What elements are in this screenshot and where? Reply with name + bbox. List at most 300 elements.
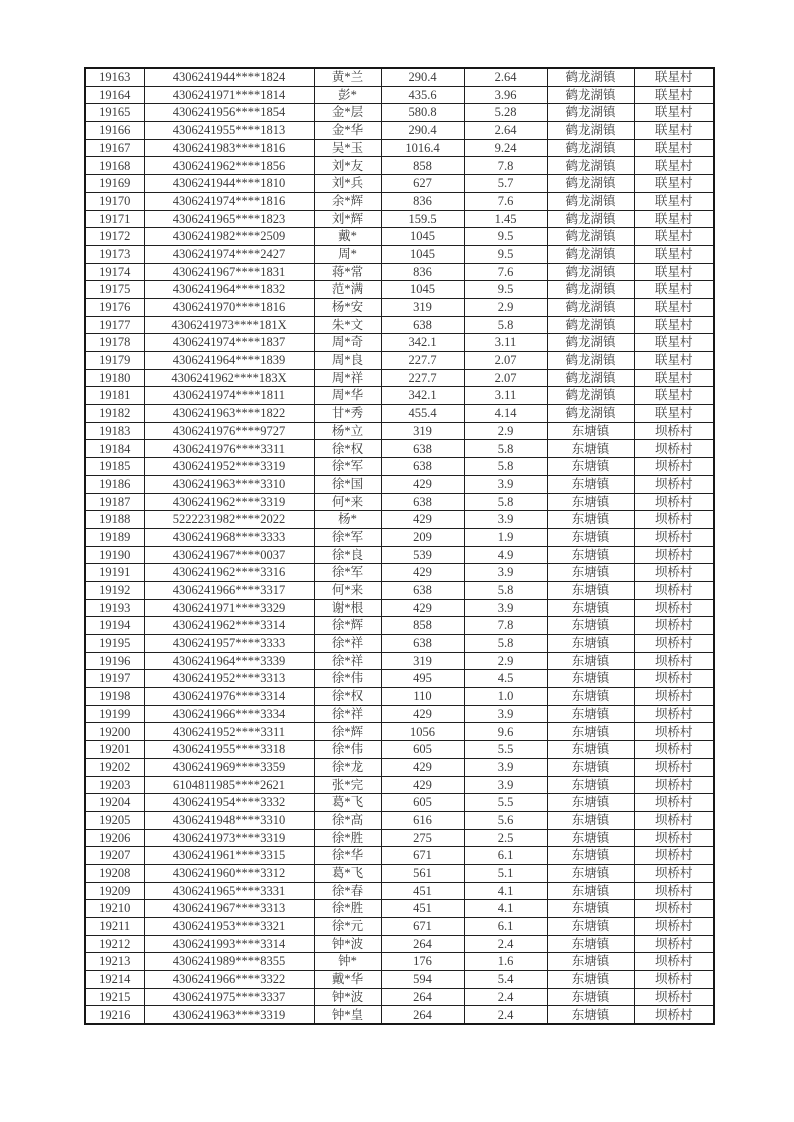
- table-cell-village: 坝桥村: [634, 971, 714, 989]
- table-cell-name_masked: 杨*立: [314, 422, 381, 440]
- table-cell-quantity: 2.9: [464, 652, 547, 670]
- table-cell-village: 坝桥村: [634, 635, 714, 653]
- table-cell-village: 坝桥村: [634, 918, 714, 936]
- table-cell-id_masked: 4306241969****3359: [144, 758, 314, 776]
- table-cell-town: 东塘镇: [547, 564, 634, 582]
- table-cell-id_masked: 4306241983****1816: [144, 139, 314, 157]
- table-cell-village: 坝桥村: [634, 741, 714, 759]
- table-cell-village: 坝桥村: [634, 1006, 714, 1024]
- table-cell-village: 联星村: [634, 387, 714, 405]
- table-cell-quantity: 2.4: [464, 1006, 547, 1024]
- table-cell-quantity: 2.9: [464, 298, 547, 316]
- table-cell-quantity: 9.5: [464, 245, 547, 263]
- table-row: [85, 652, 714, 670]
- table-cell-quantity: 7.8: [464, 157, 547, 175]
- table-cell-amount: 264: [381, 988, 464, 1006]
- table-cell-town: 东塘镇: [547, 688, 634, 706]
- table-cell-row_no: 19208: [85, 864, 144, 882]
- table-cell-quantity: 7.6: [464, 192, 547, 210]
- table-cell-village: 坝桥村: [634, 935, 714, 953]
- table-cell-town: 鹤龙湖镇: [547, 68, 634, 86]
- table-cell-id_masked: 4306241962****3314: [144, 617, 314, 635]
- table-cell-id_masked: 4306241973****3319: [144, 829, 314, 847]
- table-cell-name_masked: 彭*: [314, 86, 381, 104]
- table-cell-amount: 1045: [381, 245, 464, 263]
- table-row: [85, 546, 714, 564]
- table-cell-quantity: 5.8: [464, 440, 547, 458]
- table-cell-name_masked: 何*来: [314, 493, 381, 511]
- table-cell-amount: 159.5: [381, 210, 464, 228]
- table-cell-name_masked: 朱*文: [314, 316, 381, 334]
- table-cell-name_masked: 周*华: [314, 387, 381, 405]
- table-cell-village: 联星村: [634, 157, 714, 175]
- table-cell-name_masked: 余*辉: [314, 192, 381, 210]
- table-cell-quantity: 9.24: [464, 139, 547, 157]
- table-cell-town: 鹤龙湖镇: [547, 175, 634, 193]
- table-cell-row_no: 19190: [85, 546, 144, 564]
- table-cell-town: 东塘镇: [547, 829, 634, 847]
- table-cell-town: 东塘镇: [547, 953, 634, 971]
- table-cell-village: 联星村: [634, 139, 714, 157]
- table-cell-town: 东塘镇: [547, 528, 634, 546]
- table-cell-village: 坝桥村: [634, 776, 714, 794]
- table-cell-row_no: 19209: [85, 882, 144, 900]
- table-cell-quantity: 7.6: [464, 263, 547, 281]
- table-cell-quantity: 1.6: [464, 953, 547, 971]
- table-cell-quantity: 9.5: [464, 281, 547, 299]
- table-cell-row_no: 19180: [85, 369, 144, 387]
- table-cell-id_masked: 4306241963****3310: [144, 475, 314, 493]
- table-row: [85, 900, 714, 918]
- table-cell-row_no: 19177: [85, 316, 144, 334]
- table-cell-town: 鹤龙湖镇: [547, 352, 634, 370]
- table-row: [85, 104, 714, 122]
- table-cell-id_masked: 4306241975****3337: [144, 988, 314, 1006]
- table-cell-id_masked: 4306241974****1811: [144, 387, 314, 405]
- table-cell-amount: 290.4: [381, 122, 464, 140]
- table-cell-name_masked: 杨*: [314, 511, 381, 529]
- table-cell-town: 东塘镇: [547, 546, 634, 564]
- table-cell-name_masked: 吴*玉: [314, 139, 381, 157]
- table-cell-town: 鹤龙湖镇: [547, 281, 634, 299]
- table-row: [85, 705, 714, 723]
- table-cell-row_no: 19196: [85, 652, 144, 670]
- table-cell-row_no: 19215: [85, 988, 144, 1006]
- table-cell-name_masked: 徐*祥: [314, 705, 381, 723]
- table-cell-name_masked: 徐*伟: [314, 741, 381, 759]
- table-cell-name_masked: 钟*波: [314, 935, 381, 953]
- table-cell-row_no: 19211: [85, 918, 144, 936]
- table-cell-name_masked: 钟*皇: [314, 1006, 381, 1024]
- table-cell-name_masked: 徐*胜: [314, 829, 381, 847]
- table-cell-name_masked: 葛*飞: [314, 864, 381, 882]
- table-cell-row_no: 19181: [85, 387, 144, 405]
- table-cell-village: 坝桥村: [634, 475, 714, 493]
- table-cell-quantity: 4.5: [464, 670, 547, 688]
- table-row: [85, 175, 714, 193]
- table-cell-quantity: 5.8: [464, 493, 547, 511]
- table-cell-name_masked: 周*祥: [314, 369, 381, 387]
- table-cell-quantity: 3.11: [464, 387, 547, 405]
- table-row: [85, 298, 714, 316]
- table-cell-village: 坝桥村: [634, 723, 714, 741]
- table-cell-amount: 429: [381, 511, 464, 529]
- table-cell-name_masked: 周*奇: [314, 334, 381, 352]
- table-cell-id_masked: 4306241967****1831: [144, 263, 314, 281]
- table-cell-town: 鹤龙湖镇: [547, 387, 634, 405]
- table-cell-id_masked: 4306241955****1813: [144, 122, 314, 140]
- table-row: [85, 935, 714, 953]
- table-cell-id_masked: 4306241966****3317: [144, 581, 314, 599]
- table-cell-name_masked: 钟*: [314, 953, 381, 971]
- table-cell-name_masked: 张*完: [314, 776, 381, 794]
- table-cell-row_no: 19178: [85, 334, 144, 352]
- table-row: [85, 918, 714, 936]
- table-cell-amount: 227.7: [381, 369, 464, 387]
- table-cell-id_masked: 4306241989****8355: [144, 953, 314, 971]
- table-cell-amount: 429: [381, 599, 464, 617]
- table-cell-town: 鹤龙湖镇: [547, 157, 634, 175]
- table-cell-id_masked: 4306241966****3334: [144, 705, 314, 723]
- table-cell-row_no: 19166: [85, 122, 144, 140]
- table-cell-row_no: 19192: [85, 581, 144, 599]
- table-cell-town: 东塘镇: [547, 741, 634, 759]
- table-cell-town: 鹤龙湖镇: [547, 210, 634, 228]
- table-cell-name_masked: 刘*兵: [314, 175, 381, 193]
- table-cell-id_masked: 4306241971****1814: [144, 86, 314, 104]
- table-cell-row_no: 19173: [85, 245, 144, 263]
- table-row: [85, 263, 714, 281]
- table-cell-quantity: 5.8: [464, 316, 547, 334]
- table-cell-village: 坝桥村: [634, 847, 714, 865]
- table-cell-town: 鹤龙湖镇: [547, 334, 634, 352]
- table-cell-town: 东塘镇: [547, 705, 634, 723]
- table-row: [85, 847, 714, 865]
- table-row: [85, 971, 714, 989]
- table-cell-id_masked: 4306241952****3319: [144, 458, 314, 476]
- table-cell-id_masked: 4306241976****9727: [144, 422, 314, 440]
- table-cell-row_no: 19179: [85, 352, 144, 370]
- table-cell-village: 坝桥村: [634, 652, 714, 670]
- table-cell-id_masked: 4306241961****3315: [144, 847, 314, 865]
- table-cell-quantity: 6.1: [464, 918, 547, 936]
- table-cell-name_masked: 徐*胜: [314, 900, 381, 918]
- table-cell-quantity: 4.9: [464, 546, 547, 564]
- table-row: [85, 245, 714, 263]
- table-cell-village: 坝桥村: [634, 864, 714, 882]
- table-cell-town: 鹤龙湖镇: [547, 228, 634, 246]
- table-cell-village: 坝桥村: [634, 794, 714, 812]
- table-row: [85, 988, 714, 1006]
- table-cell-id_masked: 4306241956****1854: [144, 104, 314, 122]
- table-cell-id_masked: 4306241993****3314: [144, 935, 314, 953]
- table-cell-name_masked: 徐*春: [314, 882, 381, 900]
- table-cell-name_masked: 戴*华: [314, 971, 381, 989]
- table-cell-quantity: 4.1: [464, 900, 547, 918]
- table-cell-amount: 858: [381, 157, 464, 175]
- table-cell-name_masked: 徐*军: [314, 458, 381, 476]
- table-row: [85, 458, 714, 476]
- table-cell-name_masked: 徐*权: [314, 440, 381, 458]
- table-cell-village: 联星村: [634, 122, 714, 140]
- table-cell-quantity: 7.8: [464, 617, 547, 635]
- table-cell-amount: 209: [381, 528, 464, 546]
- table-row: [85, 68, 714, 86]
- table-cell-village: 坝桥村: [634, 829, 714, 847]
- table-cell-quantity: 3.9: [464, 564, 547, 582]
- table-body: [85, 68, 714, 1024]
- table-cell-amount: 580.8: [381, 104, 464, 122]
- table-cell-amount: 836: [381, 192, 464, 210]
- table-cell-id_masked: 4306241962****3316: [144, 564, 314, 582]
- table-cell-quantity: 2.4: [464, 935, 547, 953]
- table-cell-village: 联星村: [634, 298, 714, 316]
- table-cell-row_no: 19174: [85, 263, 144, 281]
- table-cell-village: 坝桥村: [634, 581, 714, 599]
- table-cell-village: 坝桥村: [634, 617, 714, 635]
- table-cell-quantity: 4.1: [464, 882, 547, 900]
- table-cell-quantity: 2.5: [464, 829, 547, 847]
- table-cell-row_no: 19164: [85, 86, 144, 104]
- table-cell-town: 鹤龙湖镇: [547, 369, 634, 387]
- table-cell-name_masked: 周*良: [314, 352, 381, 370]
- table-cell-village: 坝桥村: [634, 440, 714, 458]
- table-cell-amount: 616: [381, 811, 464, 829]
- table-cell-id_masked: 4306241962****3319: [144, 493, 314, 511]
- table-cell-village: 联星村: [634, 352, 714, 370]
- table-cell-row_no: 19172: [85, 228, 144, 246]
- table-cell-quantity: 5.8: [464, 458, 547, 476]
- table-cell-town: 东塘镇: [547, 811, 634, 829]
- table-cell-id_masked: 4306241955****3318: [144, 741, 314, 759]
- table-cell-row_no: 19176: [85, 298, 144, 316]
- table-cell-village: 坝桥村: [634, 882, 714, 900]
- table-cell-id_masked: 4306241965****1823: [144, 210, 314, 228]
- table-cell-row_no: 19198: [85, 688, 144, 706]
- table-cell-village: 联星村: [634, 334, 714, 352]
- data-table: [84, 67, 715, 1025]
- table-cell-id_masked: 4306241952****3313: [144, 670, 314, 688]
- table-cell-village: 联星村: [634, 192, 714, 210]
- table-cell-name_masked: 金*华: [314, 122, 381, 140]
- table-cell-quantity: 9.5: [464, 228, 547, 246]
- table-row: [85, 688, 714, 706]
- table-cell-row_no: 19194: [85, 617, 144, 635]
- table-cell-name_masked: 钟*波: [314, 988, 381, 1006]
- table-row: [85, 776, 714, 794]
- table-cell-name_masked: 徐*祥: [314, 635, 381, 653]
- table-cell-town: 东塘镇: [547, 847, 634, 865]
- table-cell-town: 东塘镇: [547, 652, 634, 670]
- table-cell-row_no: 19202: [85, 758, 144, 776]
- table-cell-row_no: 19168: [85, 157, 144, 175]
- table-cell-name_masked: 徐*良: [314, 546, 381, 564]
- table-cell-quantity: 3.9: [464, 475, 547, 493]
- table-cell-village: 联星村: [634, 210, 714, 228]
- table-cell-quantity: 5.28: [464, 104, 547, 122]
- table-cell-row_no: 19206: [85, 829, 144, 847]
- table-cell-quantity: 3.9: [464, 758, 547, 776]
- table-cell-row_no: 19188: [85, 511, 144, 529]
- table-cell-quantity: 2.9: [464, 422, 547, 440]
- table-cell-amount: 455.4: [381, 405, 464, 423]
- table-cell-town: 鹤龙湖镇: [547, 86, 634, 104]
- table-row: [85, 316, 714, 334]
- table-cell-id_masked: 4306241953****3321: [144, 918, 314, 936]
- table-cell-id_masked: 4306241964****1832: [144, 281, 314, 299]
- table-cell-name_masked: 徐*权: [314, 688, 381, 706]
- table-cell-town: 东塘镇: [547, 458, 634, 476]
- table-cell-row_no: 19183: [85, 422, 144, 440]
- table-cell-name_masked: 徐*军: [314, 528, 381, 546]
- table-cell-id_masked: 4306241963****1822: [144, 405, 314, 423]
- table-row: [85, 405, 714, 423]
- table-cell-row_no: 19170: [85, 192, 144, 210]
- table-cell-village: 联星村: [634, 263, 714, 281]
- table-row: [85, 564, 714, 582]
- table-cell-village: 坝桥村: [634, 705, 714, 723]
- table-cell-row_no: 19171: [85, 210, 144, 228]
- table-cell-village: 坝桥村: [634, 900, 714, 918]
- table-cell-row_no: 19197: [85, 670, 144, 688]
- table-cell-name_masked: 周*: [314, 245, 381, 263]
- table-cell-name_masked: 徐*高: [314, 811, 381, 829]
- table-cell-row_no: 19175: [85, 281, 144, 299]
- table-cell-village: 坝桥村: [634, 688, 714, 706]
- table-cell-town: 东塘镇: [547, 475, 634, 493]
- table-row: [85, 440, 714, 458]
- table-cell-quantity: 2.64: [464, 68, 547, 86]
- table-row: [85, 953, 714, 971]
- table-cell-village: 坝桥村: [634, 422, 714, 440]
- table-cell-quantity: 3.9: [464, 599, 547, 617]
- table-row: [85, 511, 714, 529]
- table-cell-village: 坝桥村: [634, 953, 714, 971]
- table-cell-town: 东塘镇: [547, 1006, 634, 1024]
- table-cell-amount: 638: [381, 581, 464, 599]
- table-cell-id_masked: 4306241966****3322: [144, 971, 314, 989]
- table-row: [85, 528, 714, 546]
- table-cell-town: 东塘镇: [547, 971, 634, 989]
- table-row: [85, 352, 714, 370]
- table-cell-row_no: 19186: [85, 475, 144, 493]
- table-cell-name_masked: 徐*元: [314, 918, 381, 936]
- table-cell-row_no: 19204: [85, 794, 144, 812]
- table-cell-amount: 227.7: [381, 352, 464, 370]
- table-cell-village: 联星村: [634, 245, 714, 263]
- table-cell-town: 东塘镇: [547, 794, 634, 812]
- table-cell-amount: 638: [381, 458, 464, 476]
- table-cell-town: 鹤龙湖镇: [547, 104, 634, 122]
- table-cell-name_masked: 徐*华: [314, 847, 381, 865]
- table-cell-id_masked: 4306241970****1816: [144, 298, 314, 316]
- table-cell-town: 东塘镇: [547, 440, 634, 458]
- table-row: [85, 794, 714, 812]
- table-cell-amount: 561: [381, 864, 464, 882]
- table-cell-amount: 451: [381, 900, 464, 918]
- table-cell-village: 联星村: [634, 405, 714, 423]
- table-cell-id_masked: 4306241944****1810: [144, 175, 314, 193]
- table-row: [85, 670, 714, 688]
- table-row: [85, 758, 714, 776]
- table-cell-row_no: 19201: [85, 741, 144, 759]
- table-cell-quantity: 3.9: [464, 705, 547, 723]
- table-cell-amount: 319: [381, 298, 464, 316]
- table-cell-id_masked: 4306241967****3313: [144, 900, 314, 918]
- table-cell-id_masked: 4306241964****3339: [144, 652, 314, 670]
- table-cell-quantity: 5.7: [464, 175, 547, 193]
- table-cell-town: 东塘镇: [547, 493, 634, 511]
- table-cell-id_masked: 4306241976****3311: [144, 440, 314, 458]
- table-cell-quantity: 9.6: [464, 723, 547, 741]
- table-cell-row_no: 19191: [85, 564, 144, 582]
- table-cell-row_no: 19212: [85, 935, 144, 953]
- table-cell-amount: 429: [381, 705, 464, 723]
- table-cell-quantity: 5.8: [464, 581, 547, 599]
- table-cell-row_no: 19207: [85, 847, 144, 865]
- table-cell-row_no: 19214: [85, 971, 144, 989]
- table-cell-quantity: 2.64: [464, 122, 547, 140]
- table-cell-row_no: 19165: [85, 104, 144, 122]
- table-cell-name_masked: 徐*国: [314, 475, 381, 493]
- table-cell-id_masked: 4306241952****3311: [144, 723, 314, 741]
- table-cell-name_masked: 徐*伟: [314, 670, 381, 688]
- table-cell-amount: 671: [381, 847, 464, 865]
- table-cell-village: 联星村: [634, 281, 714, 299]
- table-cell-village: 坝桥村: [634, 811, 714, 829]
- table-cell-village: 坝桥村: [634, 758, 714, 776]
- table-cell-id_masked: 4306241967****0037: [144, 546, 314, 564]
- table-row: [85, 599, 714, 617]
- table-cell-name_masked: 徐*辉: [314, 723, 381, 741]
- table-cell-quantity: 3.11: [464, 334, 547, 352]
- table-cell-village: 联星村: [634, 86, 714, 104]
- table-row: [85, 334, 714, 352]
- table-cell-name_masked: 杨*安: [314, 298, 381, 316]
- table-cell-amount: 836: [381, 263, 464, 281]
- table-row: [85, 281, 714, 299]
- table-cell-village: 联星村: [634, 316, 714, 334]
- table-row: [85, 723, 714, 741]
- table-cell-town: 鹤龙湖镇: [547, 263, 634, 281]
- table-cell-quantity: 3.96: [464, 86, 547, 104]
- table-cell-id_masked: 4306241965****3331: [144, 882, 314, 900]
- table-cell-village: 联星村: [634, 228, 714, 246]
- table-row: [85, 829, 714, 847]
- table-cell-id_masked: 4306241962****183X: [144, 369, 314, 387]
- table-cell-town: 东塘镇: [547, 617, 634, 635]
- table-cell-id_masked: 4306241973****181X: [144, 316, 314, 334]
- table-cell-village: 坝桥村: [634, 528, 714, 546]
- table-row: [85, 635, 714, 653]
- table-cell-town: 东塘镇: [547, 581, 634, 599]
- table-cell-name_masked: 刘*友: [314, 157, 381, 175]
- table-cell-id_masked: 4306241944****1824: [144, 68, 314, 86]
- table-cell-town: 东塘镇: [547, 882, 634, 900]
- table-cell-amount: 435.6: [381, 86, 464, 104]
- table-cell-id_masked: 4306241964****1839: [144, 352, 314, 370]
- table-cell-row_no: 19184: [85, 440, 144, 458]
- table-cell-village: 联星村: [634, 369, 714, 387]
- table-cell-quantity: 5.1: [464, 864, 547, 882]
- table-cell-row_no: 19163: [85, 68, 144, 86]
- table-cell-amount: 176: [381, 953, 464, 971]
- table-cell-amount: 264: [381, 1006, 464, 1024]
- table-row: [85, 811, 714, 829]
- table-cell-quantity: 2.4: [464, 988, 547, 1006]
- table-cell-id_masked: 4306241954****3332: [144, 794, 314, 812]
- table-cell-amount: 290.4: [381, 68, 464, 86]
